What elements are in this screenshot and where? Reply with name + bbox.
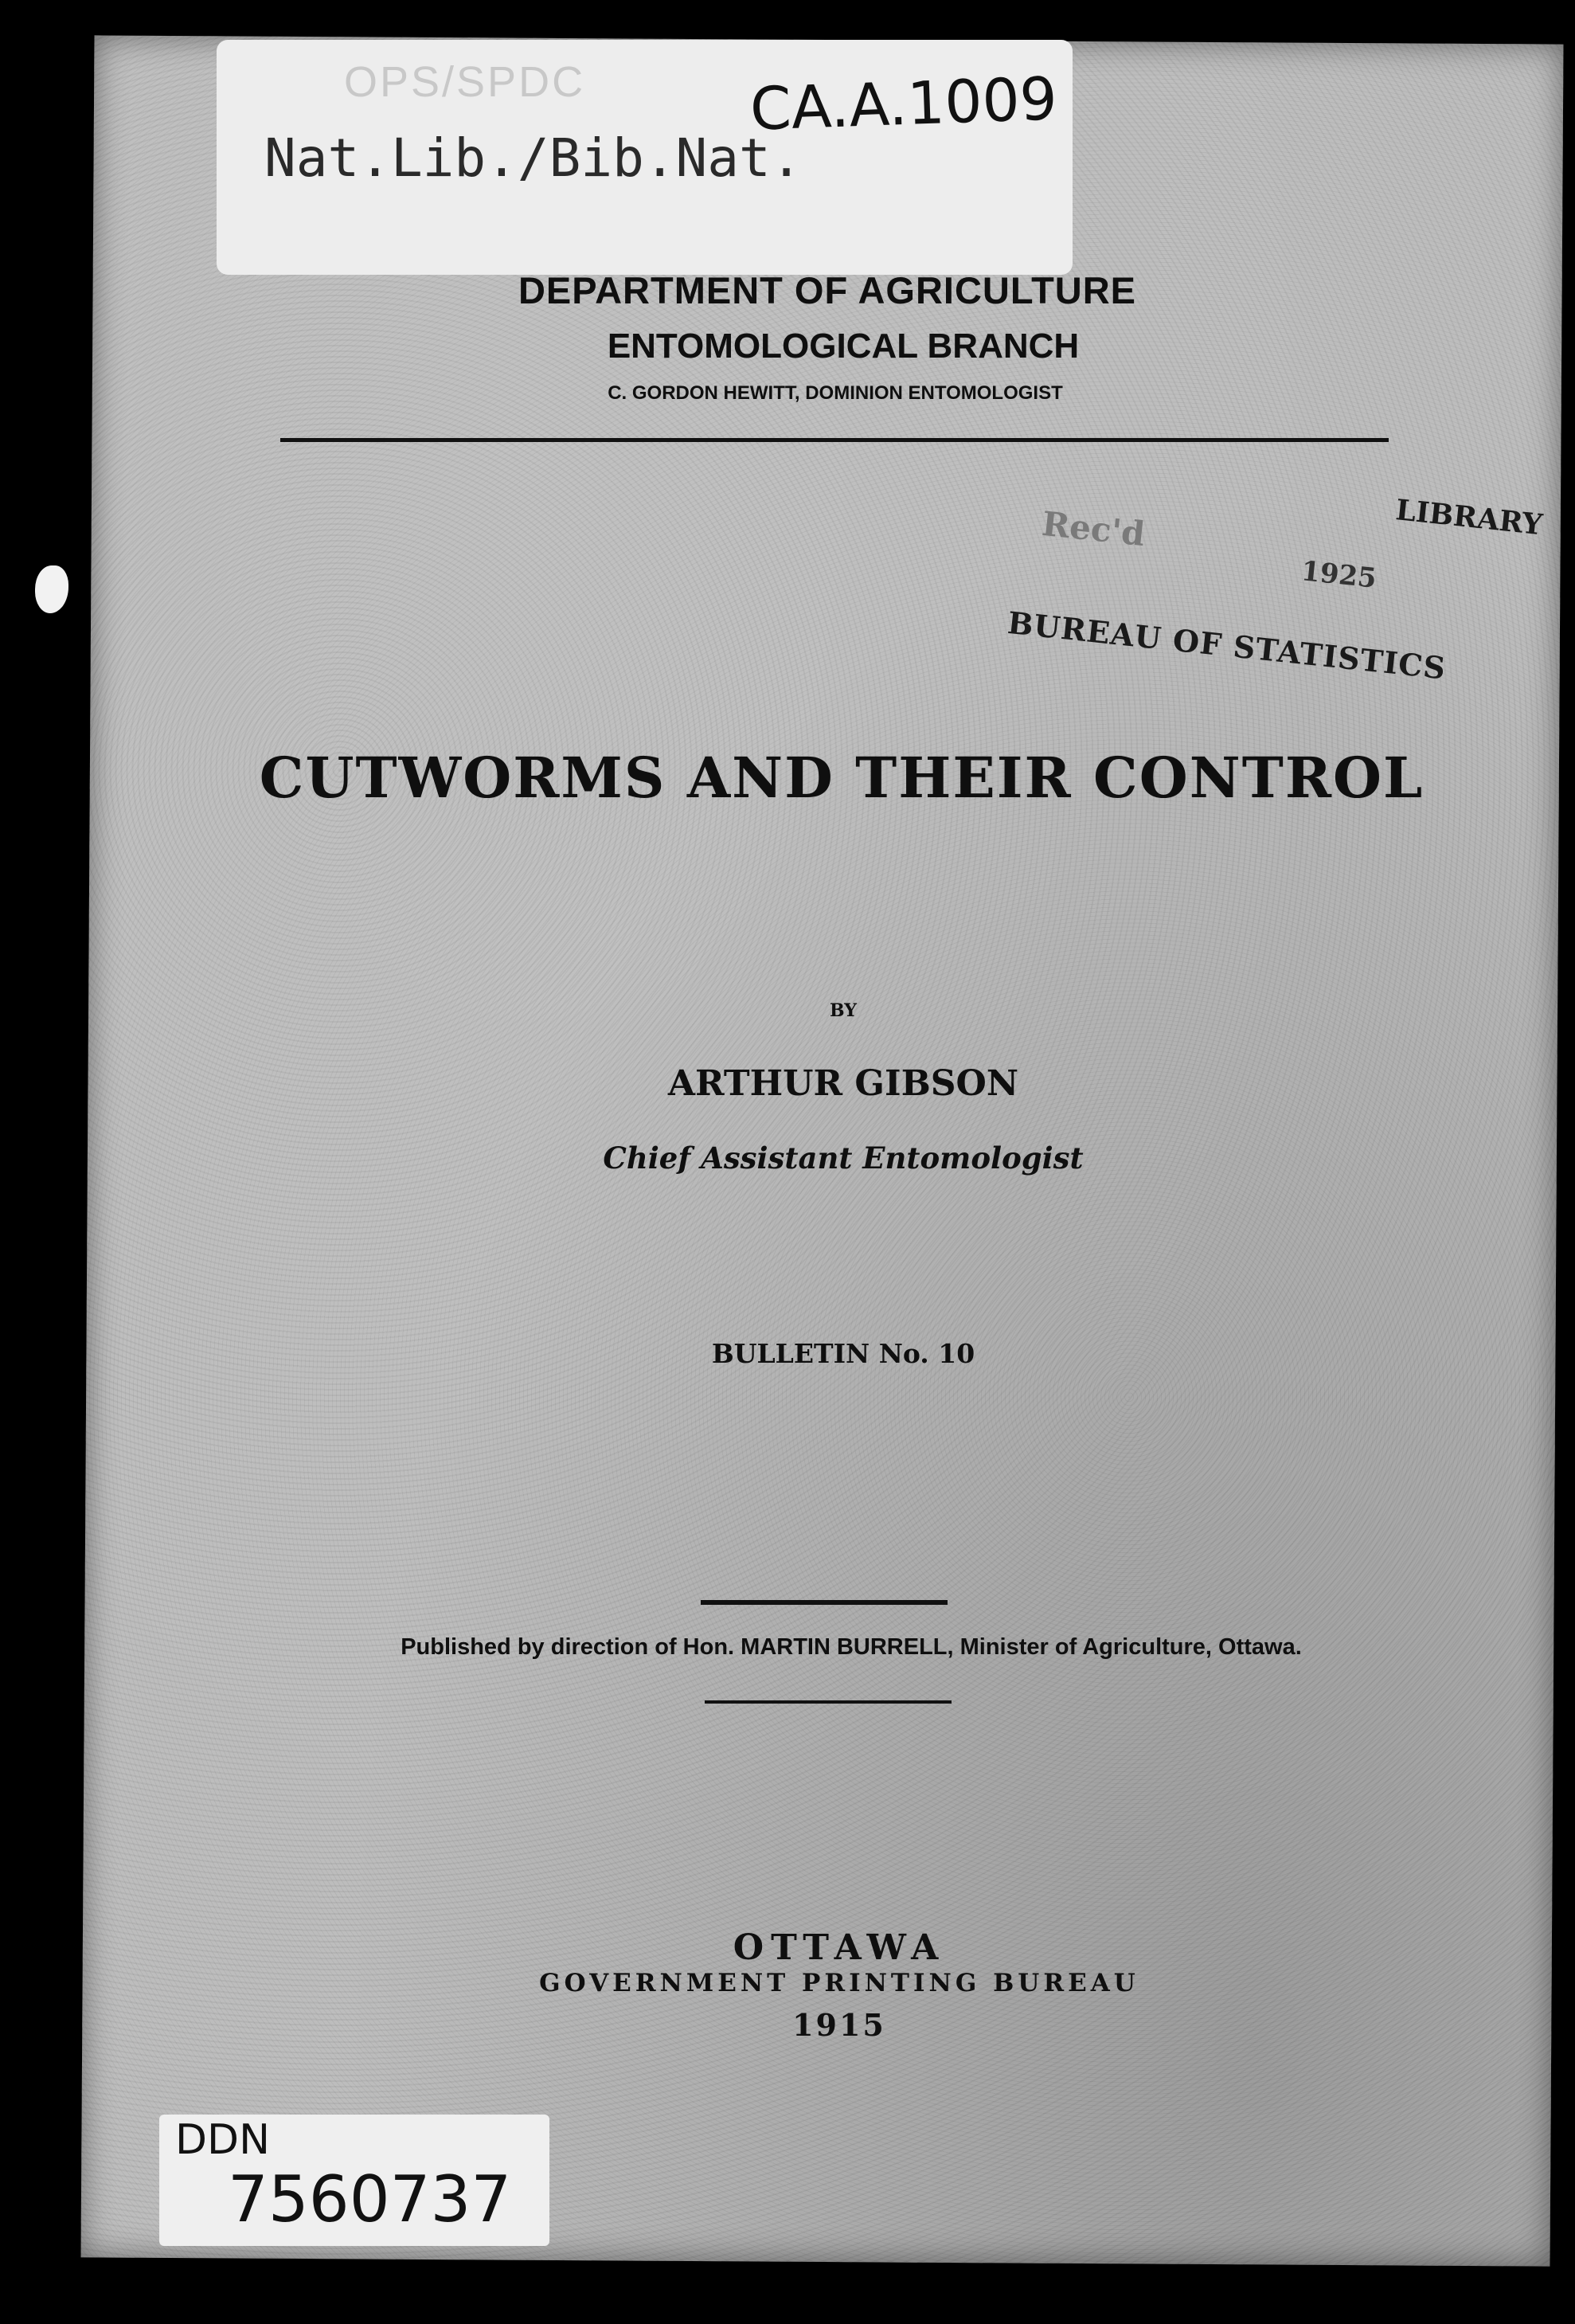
entomologist-line: C. GORDON HEWITT, DOMINION ENTOMOLOGIST <box>608 382 1063 404</box>
stamp-bureau-text: BUREAU OF STATISTICS <box>1006 604 1448 687</box>
catalog-number-handwritten: 7560737 <box>228 2162 512 2236</box>
published-divider-top <box>701 1600 948 1605</box>
catalog-prefix-handwritten: DDN <box>175 2116 270 2164</box>
published-divider-bottom <box>705 1700 952 1704</box>
margin-blot <box>35 565 68 613</box>
catalog-label <box>159 2115 549 2246</box>
author-name: ARTHUR GIBSON <box>667 1063 1019 1104</box>
branch-heading: ENTOMOLOGICAL BRANCH <box>607 327 1080 366</box>
document-title: CUTWORMS AND THEIR CONTROL <box>259 745 1425 811</box>
library-stamp <box>999 446 1545 757</box>
by-label: BY <box>830 1000 857 1021</box>
imprint-city: OTTAWA <box>733 1927 946 1968</box>
header-divider <box>280 438 1389 442</box>
stamp-year-text: 1925 <box>1299 555 1378 595</box>
faded-label-text: OPS/SPDC <box>344 58 586 106</box>
stamp-library-text: LIBRARY <box>1393 493 1545 542</box>
published-note: Published by direction of Hon. MARTIN BURRELL, Minister of Agriculture, Ottawa. <box>401 1634 1302 1660</box>
department-heading: DEPARTMENT OF AGRICULTURE <box>518 269 1137 311</box>
author-role: Chief Assistant Entomologist <box>603 1140 1084 1176</box>
imprint-year: 1915 <box>792 2007 886 2043</box>
library-label-text: Nat.Lib./Bib.Nat. <box>264 127 803 189</box>
call-number-handwritten: CA.A.1009 <box>748 65 1059 144</box>
imprint-printer: GOVERNMENT PRINTING BUREAU <box>539 1969 1139 1997</box>
stamp-received-text: Rec'd <box>1040 503 1147 554</box>
bulletin-number: BULLETIN No. 10 <box>711 1338 975 1369</box>
library-label <box>217 40 1073 275</box>
